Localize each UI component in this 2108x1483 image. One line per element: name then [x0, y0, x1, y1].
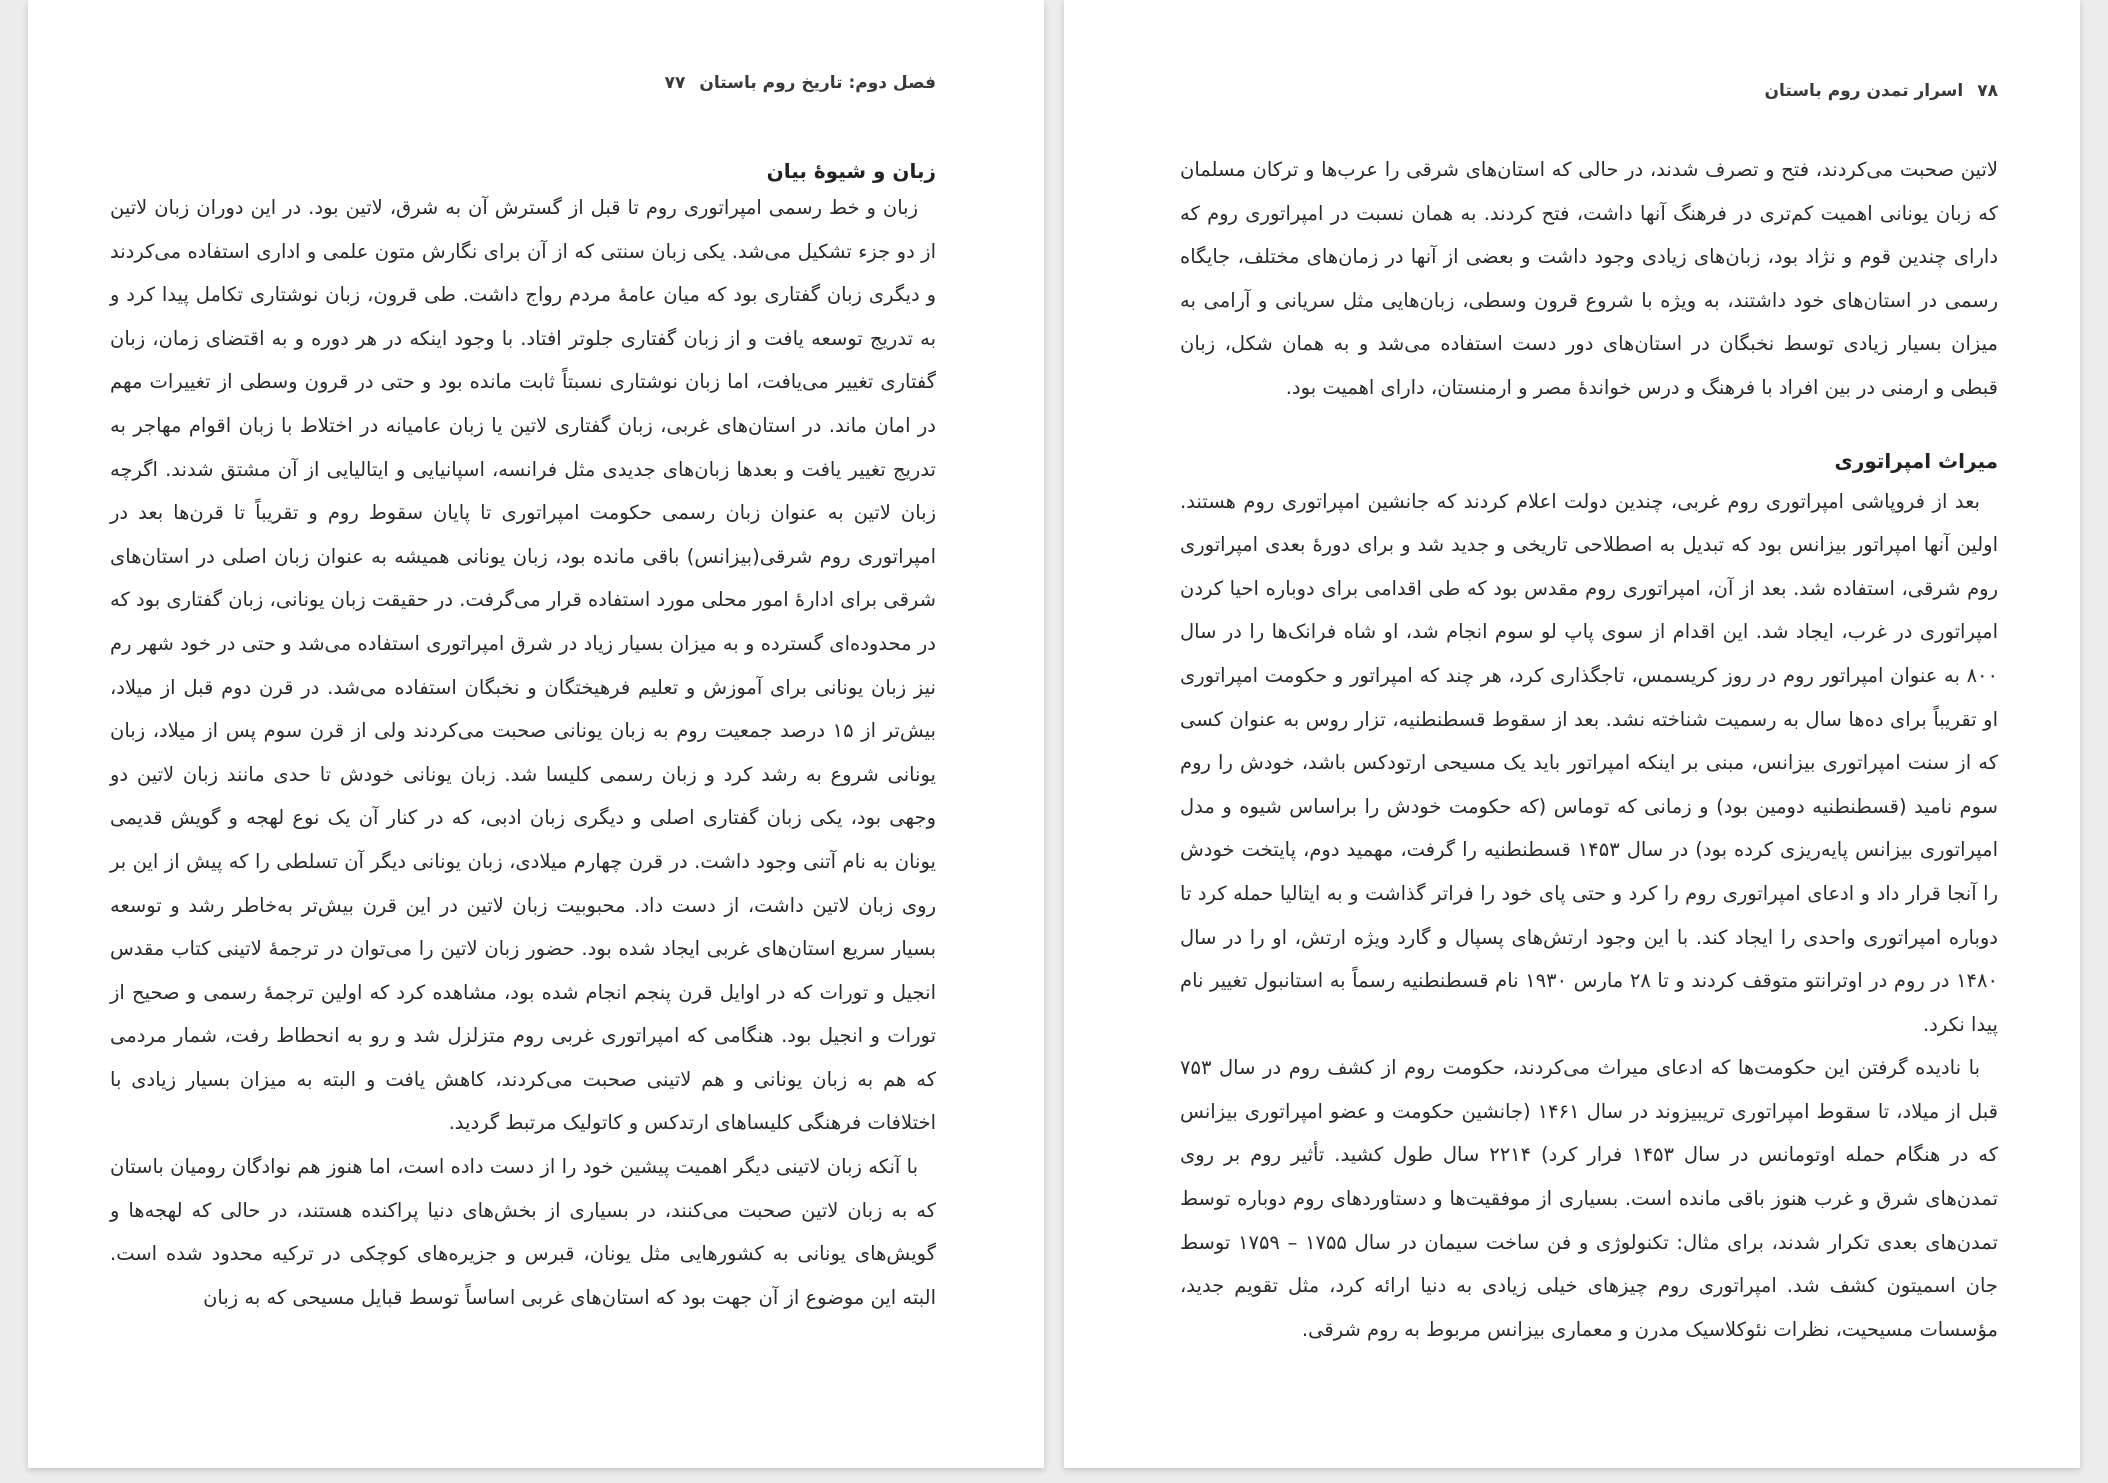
right-paragraph-1: بعد از فروپاشی امپراتوری روم غربی، چندین دولت اعلام کردند که جانشین امپراتوری روم هستند. اولین آنها امپراتور بیزانس بود که تبدیل به اصطلاحی تاریخی و جدید شد و برای دورۀ بعدی امپراتوری روم شرقی، استفاده شد. بعد از آن، امپراتوری روم مقدس بود که طی اقدامی برای دوباره احیا کردن امپراتوری در غرب، ایجاد شد. این اقدام از سوی پاپ لو سوم انجام شد، او شاه فرانک‌ها را در سال ۸۰۰ به عنوان امپراتور روم در روز کریسمس، تاجگذاری کرد، هر چند که امپراتور و حکومت امپراتوری او تقریباً برای ده‌ها سال به رسمیت شناخته نشد. بعد از سقوط قسطنطنیه، تزار روس به عنوان کسی که از سنت امپراتوری بیزانس، مبنی بر اینکه امپراتور باید یک مسیحی ارتودکس باشد، خودش را روم سوم نامید (قسطنطنیه دومین بود) و زمانی که توماس (که حکومت خودش را براساس شیوه و مدل امپراتوری بیزانس پایه‌ریزی کرده بود) در سال ۱۴۵۳ قسطنطنیه را گرفت، مهمید دوم، پایتخت خودش را آنجا قرار داد و ادعای امپراتوری روم را کرد و حتی پای خود را فراتر گذاشت و به ایتالیا حمله کرد تا دوباره امپراتوری واحدی را ایجاد کند. با این وجود ارتش‌های پسپال و گارد ویژه ارتش، او را در سال ۱۴۸۰ در روم در اوترانتو متوقف کردند و تا ۲۸ مارس ۱۹۳۰ نام قسطنطنیه رسماً به استانبول تغییر نام پیدا نکرد.	[1180, 489, 1998, 1036]
left-page-content	[110, 70, 936, 1319]
right-page-content	[1180, 78, 1998, 1351]
right-paragraph-2: با نادیده گرفتن این حکومت‌ها که ادعای میراث می‌کردند، حکومت روم از کشف روم در سال ۷۵۳ قبل از میلاد، تا سقوط امپراتوری تریبیزوند در سال ۱۴۶۱ (جانشین حکومت و عضو امپراتوری بیزانس که در هنگام حمله اوتومانس در سال ۱۴۵۳ فرار کرد) ۲۲۱۴ سال طول کشید. تأثیر روم بر روی تمدن‌های شرق و غرب هنوز باقی مانده است. بسیاری از موفقیت‌ها و دستاوردهای روم دوباره توسط تمدن‌های بعدی تکرار شدند، برای مثال: تکنولوژی و فن ساخت سیمان در سال ۱۷۵۵ – ۱۷۵۹ توسط جان اسمیتون کشف شد. امپراتوری روم چیزهای خیلی زیادی به دنیا ارائه کرد، مثل تقویم جدید، مؤسسات مسیحیت، نظرات نئوکلاسیک مدرن و معماری بیزانس مربوط به روم شرقی.	[1180, 1056, 1998, 1341]
right-section-title: میراث امپراتوری	[1834, 448, 1998, 473]
right-running-head	[1180, 78, 1998, 104]
left-running-head	[110, 70, 936, 96]
left-page-number: ۷۷	[664, 73, 686, 93]
right-page	[1064, 0, 2080, 1468]
left-paragraph-1: زبان و خط رسمی امپراتوری روم تا قبل از گسترش آن به شرق، لاتین بود. در این دوران زبان لاتین از دو جزء تشکیل می‌شد. یکی زبان سنتی که از آن برای نگارش متون علمی و اداری استفاده می‌کردند و دیگری زبان گفتاری بود که میان عامۀ مردم رواج داشت. طی قرون، زبان نوشتاری تکامل پیدا کرد و به تدریج توسعه یافت و از زبان گفتاری جلوتر افتاد. با وجود اینکه در هر دوره و به اقتضای زمان، زبان گفتاری تغییر می‌یافت، اما زبان نوشتاری نسبتاً ثابت مانده بود و حتی در قرون وسطی از تغییرات مهم در امان ماند. در استان‌های غربی، زبان گفتاری لاتین یا زبان عامیانه در اختلاط با زبان اقوام مهاجر به تدریج تغییر یافت و بعدها زبان‌های جدیدی مثل فرانسه، اسپانیایی و ایتالیایی از آن مشتق شدند. اگرچه زبان لاتین به عنوان زبان رسمی حکومت امپراتوری تا پایان سقوط روم و تقریباً تا قرن‌ها بعد در امپراتوری روم شرقی(بیزانس) باقی مانده بود، زبان یونانی همیشه به عنوان زبان اصلی در استان‌های شرقی برای ادارۀ امور محلی مورد استفاده قرار می‌گرفت. در حقیقت زبان یونانی، زبان گفتاری بود که در محدوده‌ای گسترده و به میزان بسیار زیاد در شرق امپراتوری استفاده می‌شد و حتی در خود شهر رم نیز زبان یونانی برای آموزش و تعلیم فرهیختگان و نخبگان استفاده می‌شد. در قرن دوم قبل از میلاد، بیش‌تر از ۱۵ درصد جمعیت روم به زبان یونانی صحبت می‌کردند ولی از قرن سوم پس از میلاد، زبان یونانی شروع به رشد کرد و زبان رسمی کلیسا شد. زبان یونانی خودش تا حدی مانند زبان لاتین دو وجهی بود، یکی زبان گفتاری اصلی و دیگری زبان ادبی، که در کنار آن یک نوع لهجه و گویش قدیمی یونان به نام آتنی وجود داشت. در قرن چهارم میلادی، زبان یونانی دیگر آن تسلطی را که پیش از این بر روی زبان لاتین داشت، از دست داد. محبوبیت زبان لاتین در این قرن بیش‌تر به‌خاطر رشد و توسعه بسیار سریع استان‌های غربی ایجاد شده بود. حضور زبان لاتین را می‌توان در ترجمۀ لاتینی کتاب مقدس انجیل و تورات که در اوایل قرن پنجم انجام شده بود، مشاهده کرد که اولین ترجمۀ رسمی و صحیح از تورات و انجیل بود. هنگامی که امپراتوری غربی روم متزلزل شد و رو به انحطاط رفت، شمار مردمی که هم به زبان یونانی و هم لاتینی صحبت می‌کردند، کاهش یافت و البته به میزان بسیار زیادی با اختلافات فرهنگی کلیساهای ارتدکس و کاتولیک مرتبط گردید.	[110, 196, 936, 1135]
left-page	[28, 0, 1044, 1468]
left-running-head-title: فصل دوم: تاریخ روم باستان	[699, 73, 936, 93]
right-running-head-title: اسرار تمدن روم باستان	[1764, 81, 1964, 101]
right-page-number: ۷۸	[1977, 81, 1998, 101]
left-paragraph-2: با آنکه زبان لاتینی دیگر اهمیت پیشین خود را از دست داده است، اما هنوز هم نوادگان رومیان باستان که به زبان لاتین صحبت می‌کنند، در بسیاری از بخش‌های دنیا پراکنده هستند، در حالی که لهجه‌ها و گویش‌های یونانی به کشورهایی مثل یونان، قبرس و جزیره‌های کوچکی در ترکیه محدود شده است. البته این موضوع از آن جهت بود که استان‌های غربی اساساً توسط قبایل مسیحی که به زبان	[110, 1155, 936, 1309]
left-section-title: زبان و شیوۀ بیان	[766, 159, 936, 183]
right-intro-paragraph: لاتین صحبت می‌کردند، فتح و تصرف شدند، در حالی که استان‌های شرقی را عرب‌ها و ترکان مسلمان که زبان یونانی اهمیت کم‌تری در فرهنگ آنها داشت، فتح کردند. به همان نسبت در امپراتوری روم که دارای چندین قوم و نژاد بود، زبان‌های زیادی وجود داشت و بعضی از آنها در زمان‌های مختلف، جایگاه رسمی در استان‌های خود داشتند، به ویژه با شروع قرون وسطی، زبان‌هایی مثل سریانی و آرامی به میزان بسیار زیادی توسط نخبگان در استان‌های دور دست استفاده می‌شد و به همان شکل، زبان قبطی و ارمنی در بین افراد با فرهنگ و درس خواندۀ مصر و ارمنستان، دارای اهمیت بود.	[1180, 158, 1998, 399]
